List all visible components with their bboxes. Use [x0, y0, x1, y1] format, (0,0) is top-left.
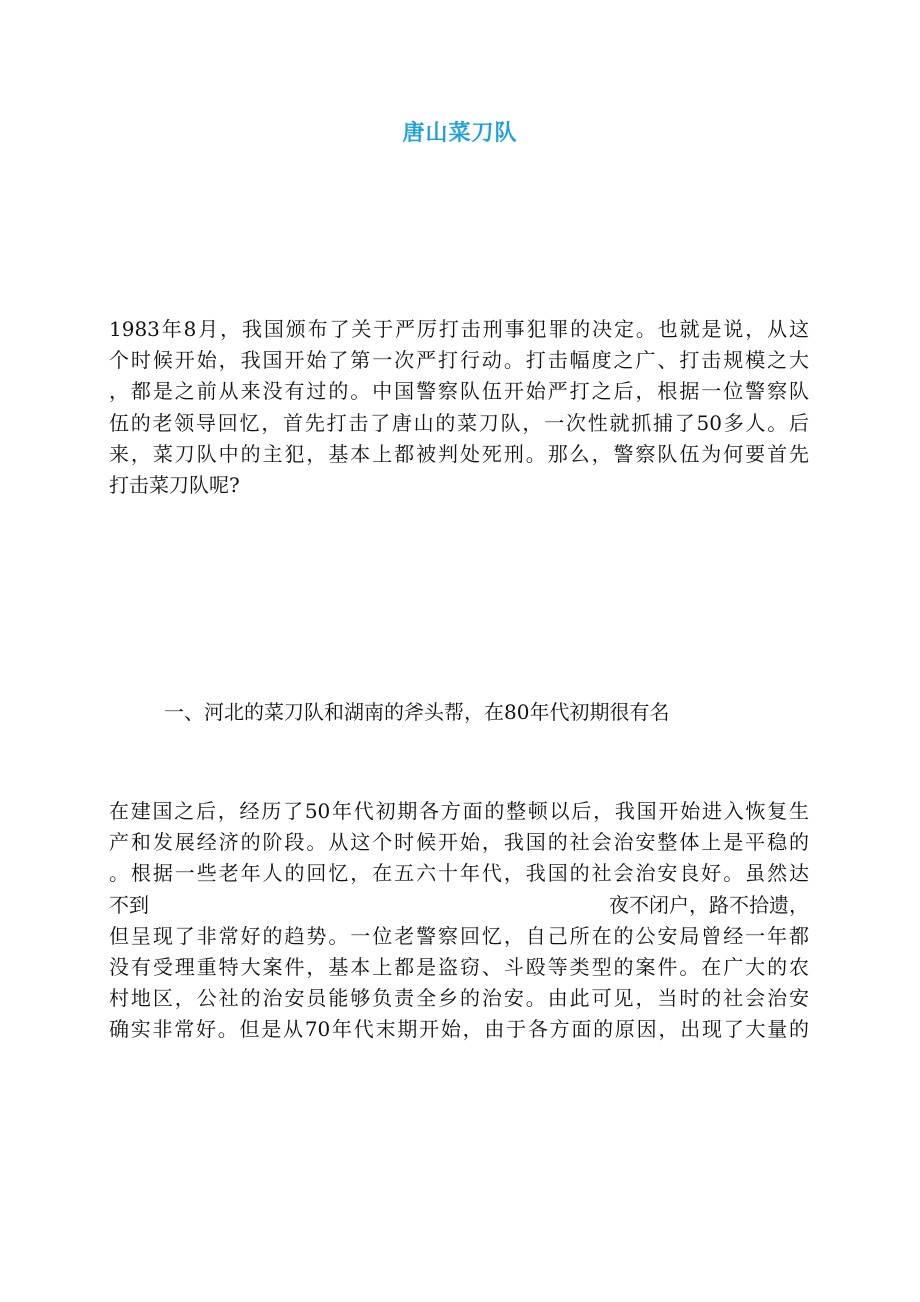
paragraph-line: 伍的老领导回忆，首先打击了唐山的菜刀队，一次性就抓捕了50多人。后	[109, 410, 809, 435]
paragraph-line: 在建国之后，经历了50年代初期各方面的整顿以后，我国开始进入恢复生	[109, 799, 809, 823]
section-heading: 一、河北的菜刀队和湖南的斧头帮，在80年代初期很有名	[164, 700, 670, 724]
paragraph-line: 但呈现了非常好的趋势。一位老警察回忆，自己所在的公安局曾经一年都	[109, 923, 809, 948]
paragraph-intro	[109, 314, 809, 501]
paragraph-split-line	[109, 890, 809, 921]
split-line-left: 不到	[109, 892, 149, 917]
paragraph-line: 产和发展经济的阶段。从这个时候开始，我国的社会治安整体上是平稳的	[109, 830, 809, 855]
paragraph-line: 1983年8月，我国颁布了关于严厉打击刑事犯罪的决定。也就是说，从这	[109, 317, 809, 341]
paragraph-line: 村地区，公社的治安员能够负责全乡的治安。由此可见，当时的社会治安	[109, 986, 809, 1011]
paragraph-line: 打击菜刀队呢?	[109, 472, 240, 497]
paragraph-section-1	[109, 796, 809, 1046]
paragraph-line: 来，菜刀队中的主犯，基本上都被判处死刑。那么，警察队伍为何要首先	[109, 441, 809, 466]
paragraph-line: 确实非常好。但是从70年代末期开始，由于各方面的原因，出现了大量的	[109, 1017, 809, 1042]
split-line-right: 夜不闭户，路不拾遗，	[609, 892, 809, 917]
paragraph-line: 没有受理重特大案件，基本上都是盗窃、斗殴等类型的案件。在广大的农	[109, 954, 809, 979]
paragraph-line: ，都是之前从来没有过的。中国警察队伍开始严打之后，根据一位警察队	[109, 379, 809, 404]
paragraph-line: 个时候开始，我国开始了第一次严打行动。打击幅度之广、打击规模之大	[109, 348, 809, 373]
document-title: 唐山菜刀队	[402, 121, 518, 146]
paragraph-line: 。根据一些老年人的回忆，在五六十年代，我国的社会治安良好。虽然达	[109, 861, 809, 886]
